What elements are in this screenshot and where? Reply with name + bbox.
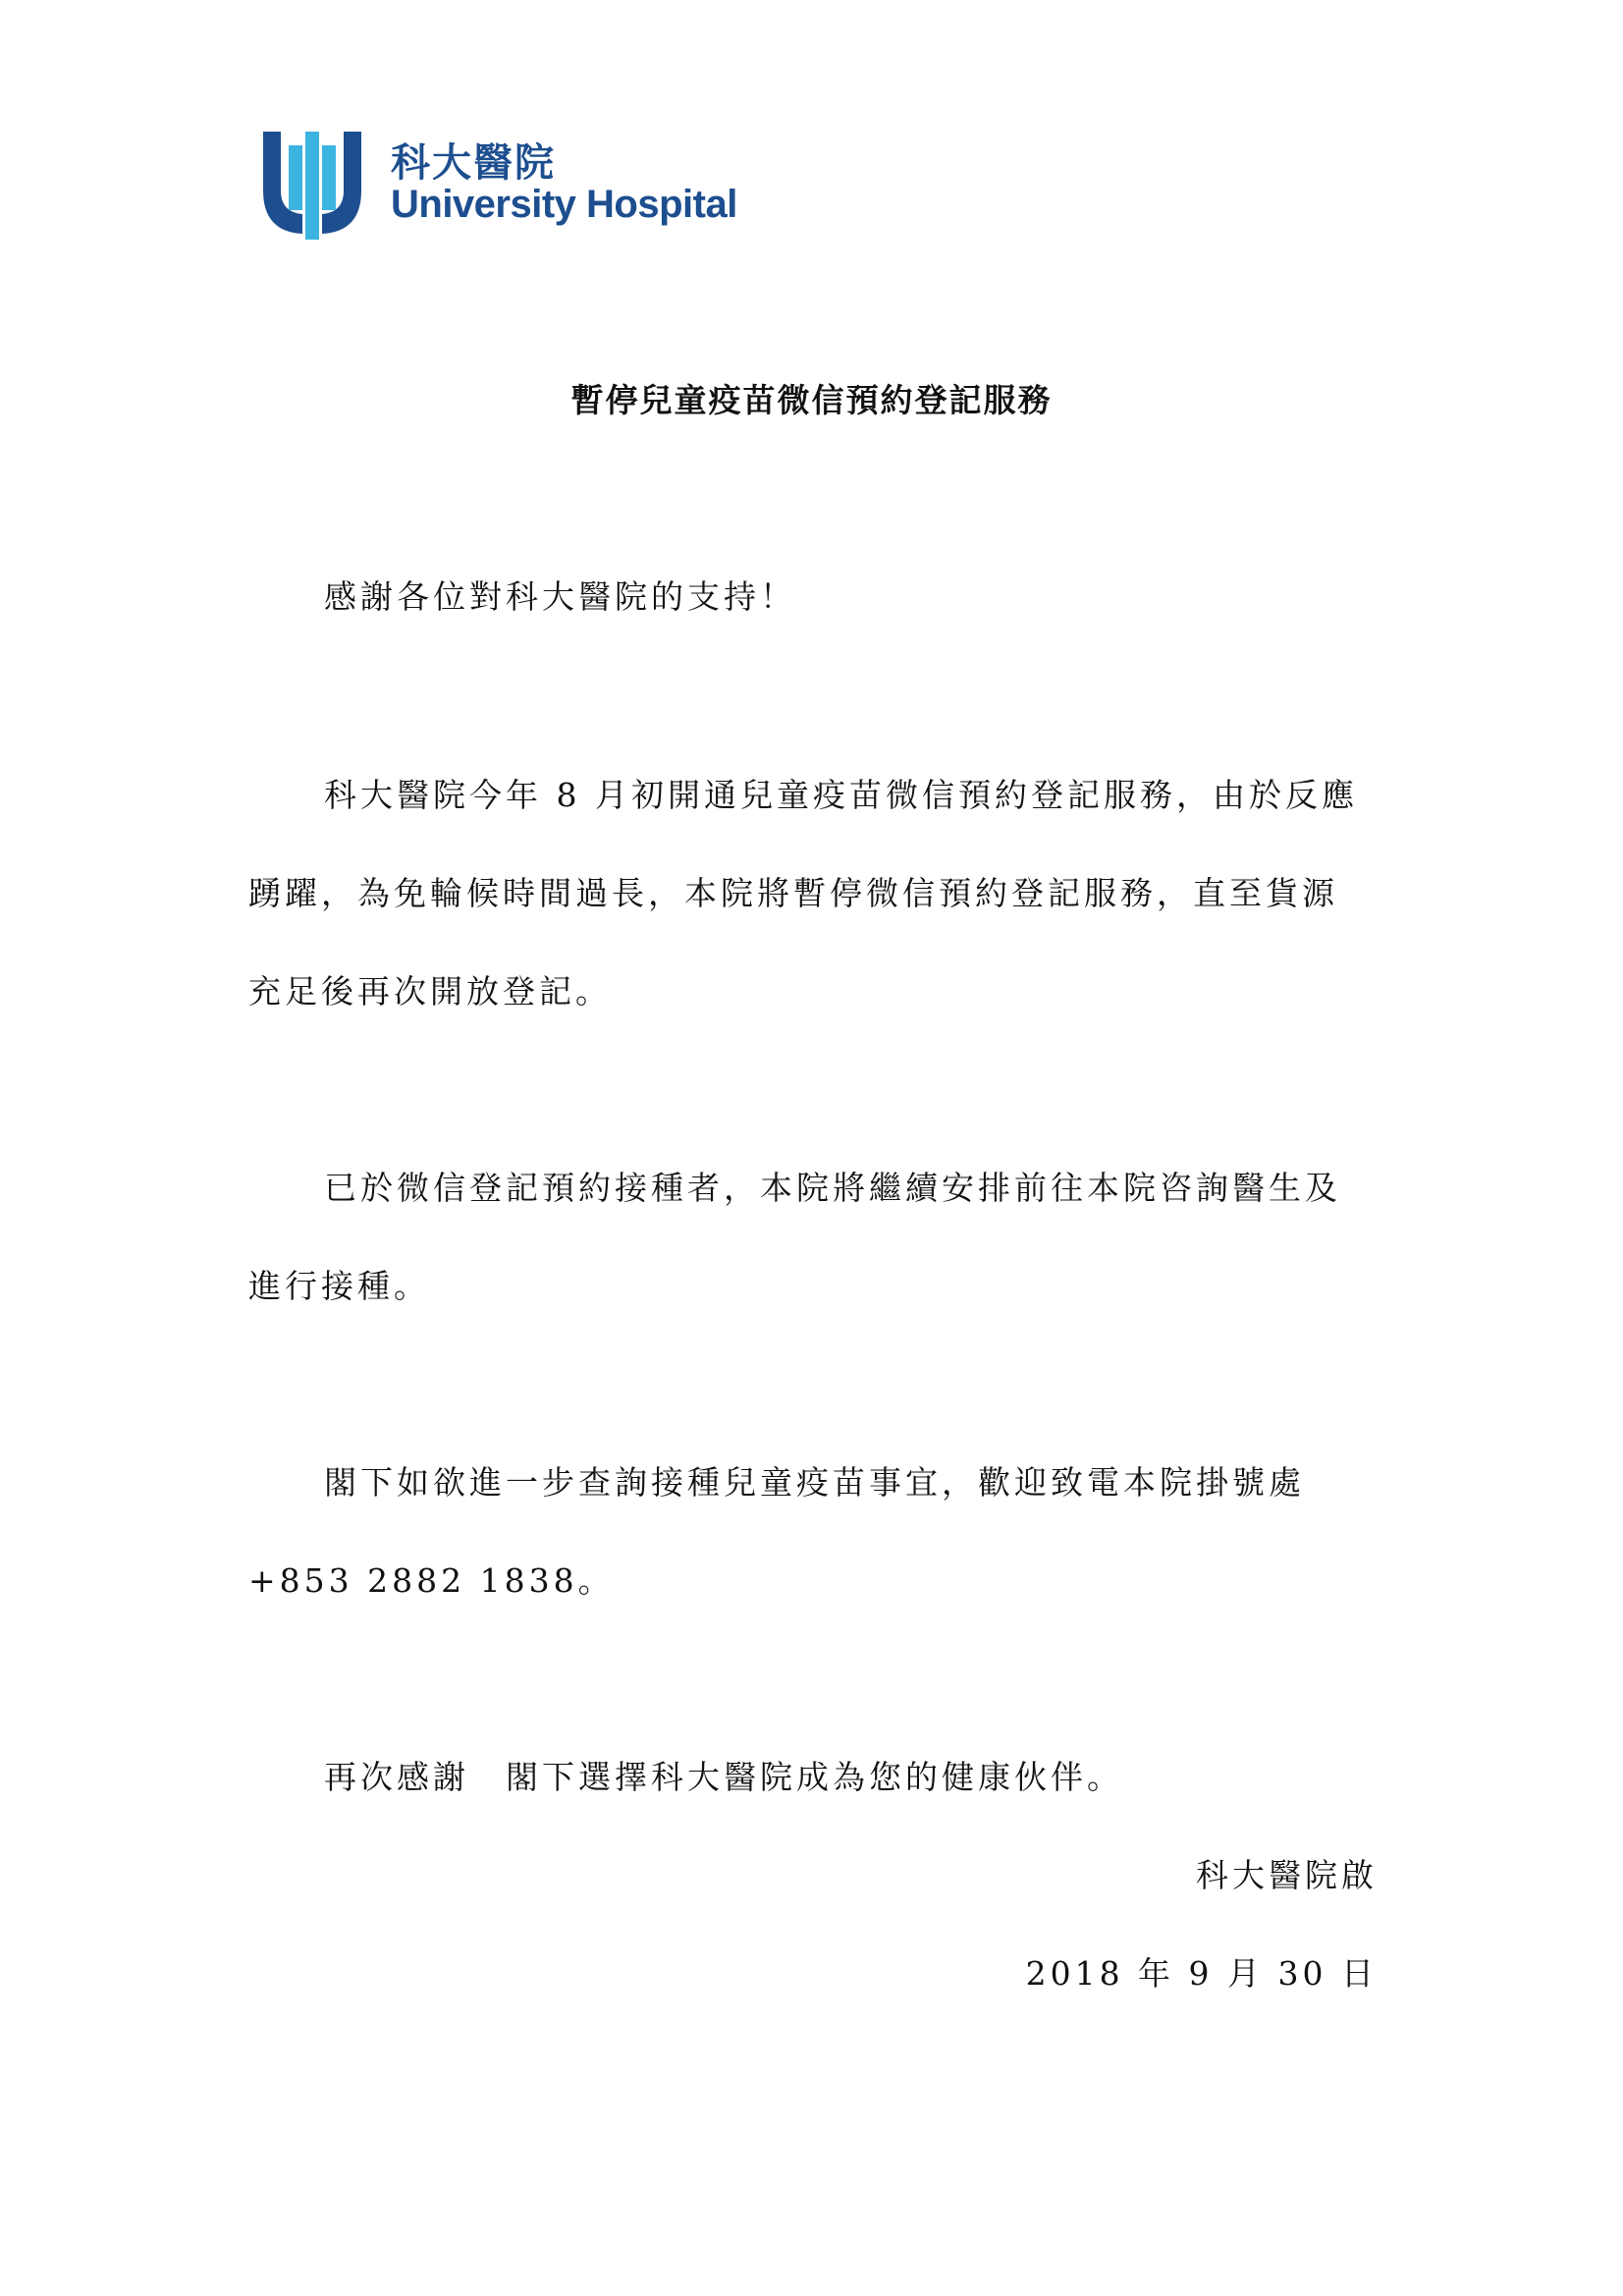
hospital-logo: [253, 122, 737, 240]
paragraph-registered-line-1: 已於微信登記預約接種者，本院將繼續安排前往本院咨詢醫生及: [324, 1169, 1341, 1207]
paragraph-enquiry-line-2: +853 2882 1838。: [248, 1561, 615, 1600]
paragraph-suspension-line-1: 科大醫院今年 8 月初開通兒童疫苗微信預約登記服務，由於反應: [324, 776, 1358, 814]
paragraph-thanks: 感謝各位對科大醫院的支持！: [324, 577, 796, 616]
paragraph-suspension-line-3: 充足後再次開放登記。: [248, 972, 612, 1011]
paragraph-suspension-line-2: 踴躍，為免輪候時間過長，本院將暫停微信預約登記服務，直至貨源: [248, 874, 1338, 912]
logo-name-cn: 科大醫院: [391, 140, 556, 186]
paragraph-closing: 再次感謝 閣下選擇科大醫院成為您的健康伙伴。: [324, 1758, 1123, 1796]
logo-name-en: University Hospital: [391, 183, 737, 226]
paragraph-registered-line-2: 進行接種。: [248, 1267, 430, 1305]
notice-title: 暫停兒童疫苗微信預約登記服務: [570, 381, 1053, 419]
signature: 科大醫院啟: [1196, 1856, 1378, 1894]
notice-date: 2018 年 9 月 30 日: [1025, 1954, 1378, 1993]
paragraph-enquiry-line-1: 閣下如欲進一步查詢接種兒童疫苗事宜，歡迎致電本院掛號處: [324, 1463, 1305, 1502]
hospital-logo-mark: [253, 132, 371, 240]
